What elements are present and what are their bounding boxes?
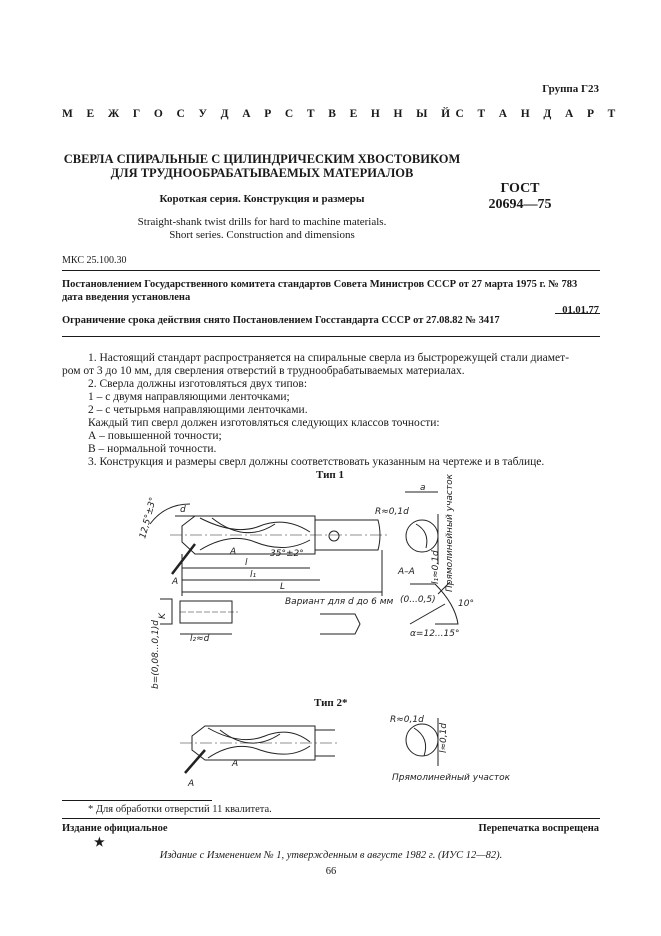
label-a: a [420, 483, 426, 493]
reprint-prohibited: Перепечатка воспрещена [478, 823, 599, 834]
paragraph-1b: ром от 3 до 10 мм, для сверления отверстий в труднообрабатываемых материалах. [62, 365, 465, 377]
label-f: (0...0,5) [400, 595, 436, 605]
divider [62, 336, 600, 337]
label-section-aa: А–А [398, 567, 415, 577]
paragraph-2-classes: Каждый тип сверл должен изготовляться следующих классов точности: [88, 417, 440, 429]
label-angle-top: 12,5°±3° [138, 496, 159, 540]
section-arrow [172, 544, 195, 574]
decree-line-2: дата введения установлена [62, 292, 191, 303]
variant-shank [160, 599, 172, 624]
standard-word: С Т А Н Д А Р Т [455, 108, 621, 120]
label-straight-1: Прямолинейный участок [445, 473, 455, 592]
group-code: Группа Г23 [542, 83, 599, 95]
document-subtitle: Короткая серия. Конструкция и размеры [159, 193, 365, 205]
english-title [62, 216, 462, 242]
label-K: K [158, 613, 168, 619]
label-l2: l₂≈d [190, 634, 210, 644]
flute-line [212, 518, 275, 533]
title-line-1: СВЕРЛА СПИРАЛЬНЫЕ С ЦИЛИНДРИЧЕСКИМ ХВОСТОВИКОМ [63, 152, 461, 166]
label-l1: l₁ [250, 570, 257, 580]
page-number: 66 [325, 866, 337, 877]
paragraph-2-class-b: В – нормальной точности. [88, 443, 217, 455]
interstate-word: М Е Ж Г О С У Д А Р С Т В Е Н Н Ы Й [62, 108, 456, 120]
label-section-a2: A [172, 577, 179, 587]
star-icon: ★ [94, 835, 105, 849]
gost-designation [484, 181, 556, 213]
label-lc: l₁≈0,1d [431, 550, 441, 584]
decree-line-1: Постановлением Государственного комитета стандартов Совета Министров СССР от 27 марта 1975 г. № 783 [62, 279, 578, 290]
label-R: R≈0,1d [375, 507, 409, 517]
body-text [62, 352, 600, 469]
date-underline [555, 313, 600, 314]
footnote-rule [62, 800, 212, 801]
limit-removed-text: Ограничение срока действия снято Постановлением Госстандарта СССР от 27.08.82 № 3417 [62, 315, 500, 326]
gost-number: 20694—75 [488, 197, 552, 212]
label-L: L [280, 582, 286, 592]
document-title [62, 152, 462, 180]
label-ang10: 10° [458, 599, 474, 609]
figure-2-drawing [160, 708, 511, 796]
label-l: l [245, 558, 248, 568]
footnote: * Для обработки отверстий 11 квалитета. [88, 804, 272, 815]
label-angle-mid: 35°±2° [270, 549, 304, 559]
divider [62, 818, 600, 819]
english-title-line-1: Straight-shank twist drills for hard to machine materials. [137, 216, 387, 228]
section-circle [406, 520, 438, 552]
english-title-line-2: Short series. Construction and dimensions [169, 229, 355, 241]
label-d: d [180, 505, 186, 515]
label-section-a: A [230, 547, 237, 557]
paragraph-2-item-1: 1 – с двумя направляющими ленточками; [88, 391, 290, 403]
effective-date: 01.01.77 [562, 305, 599, 316]
label-b: b=(0,08...0,1)d [151, 620, 161, 689]
divider [62, 270, 600, 271]
paragraph-2: 2. Сверла должны изготовляться двух типов: [88, 378, 308, 390]
decree-text [62, 278, 600, 304]
label-variant: Вариант для d до 6 мм [285, 597, 394, 607]
section-flute-2 [414, 728, 426, 756]
flute-line [208, 728, 310, 742]
section-circle-2 [406, 724, 438, 756]
mks-code: МКС 25.100.30 [62, 255, 127, 266]
gost-label: ГОСТ [500, 181, 540, 196]
official-edition: Издание официальное [62, 823, 168, 834]
figure-1-caption: Тип 1 [316, 469, 344, 481]
label-straight-2: Прямолинейный участок [392, 773, 511, 783]
paragraph-2-class-a: А – повышенной точности; [88, 430, 222, 442]
amendment-note: Издание с Изменением № 1, утвержденным в августе 1982 г. (ИУС 12—82). [159, 850, 503, 861]
label-ang12: α=12...15° [410, 629, 460, 639]
paragraph-2-item-2: 2 – с четырьмя направляющими ленточками. [88, 404, 308, 416]
paragraph-1a: 1. Настоящий стандарт распространяется на спиральные сверла из быстрорежущей стали диамет- [88, 352, 570, 364]
paragraph-3: 3. Конструкция и размеры сверл должны соответствовать указанным на чертеже и в таблице. [88, 456, 545, 468]
label-a-2: A [232, 759, 239, 769]
figure-2-caption: Тип 2* [314, 697, 348, 709]
section-arrow [185, 750, 205, 773]
variant-tip [320, 614, 360, 634]
title-line-2: ДЛЯ ТРУДНООБРАБАТЫВАЕМЫХ МАТЕРИАЛОВ [110, 166, 414, 180]
interstate-standard-heading [62, 108, 621, 120]
detail-line [410, 604, 445, 624]
flute-line [200, 518, 310, 532]
label-R-2: R≈0,1d [390, 715, 424, 725]
center-mark [329, 531, 339, 541]
section-flute [416, 524, 427, 548]
label-a-2b: A [188, 779, 195, 789]
flute-line [208, 746, 310, 758]
label-lc-2: l≈0,1d [439, 722, 449, 753]
flute-line [220, 730, 280, 743]
